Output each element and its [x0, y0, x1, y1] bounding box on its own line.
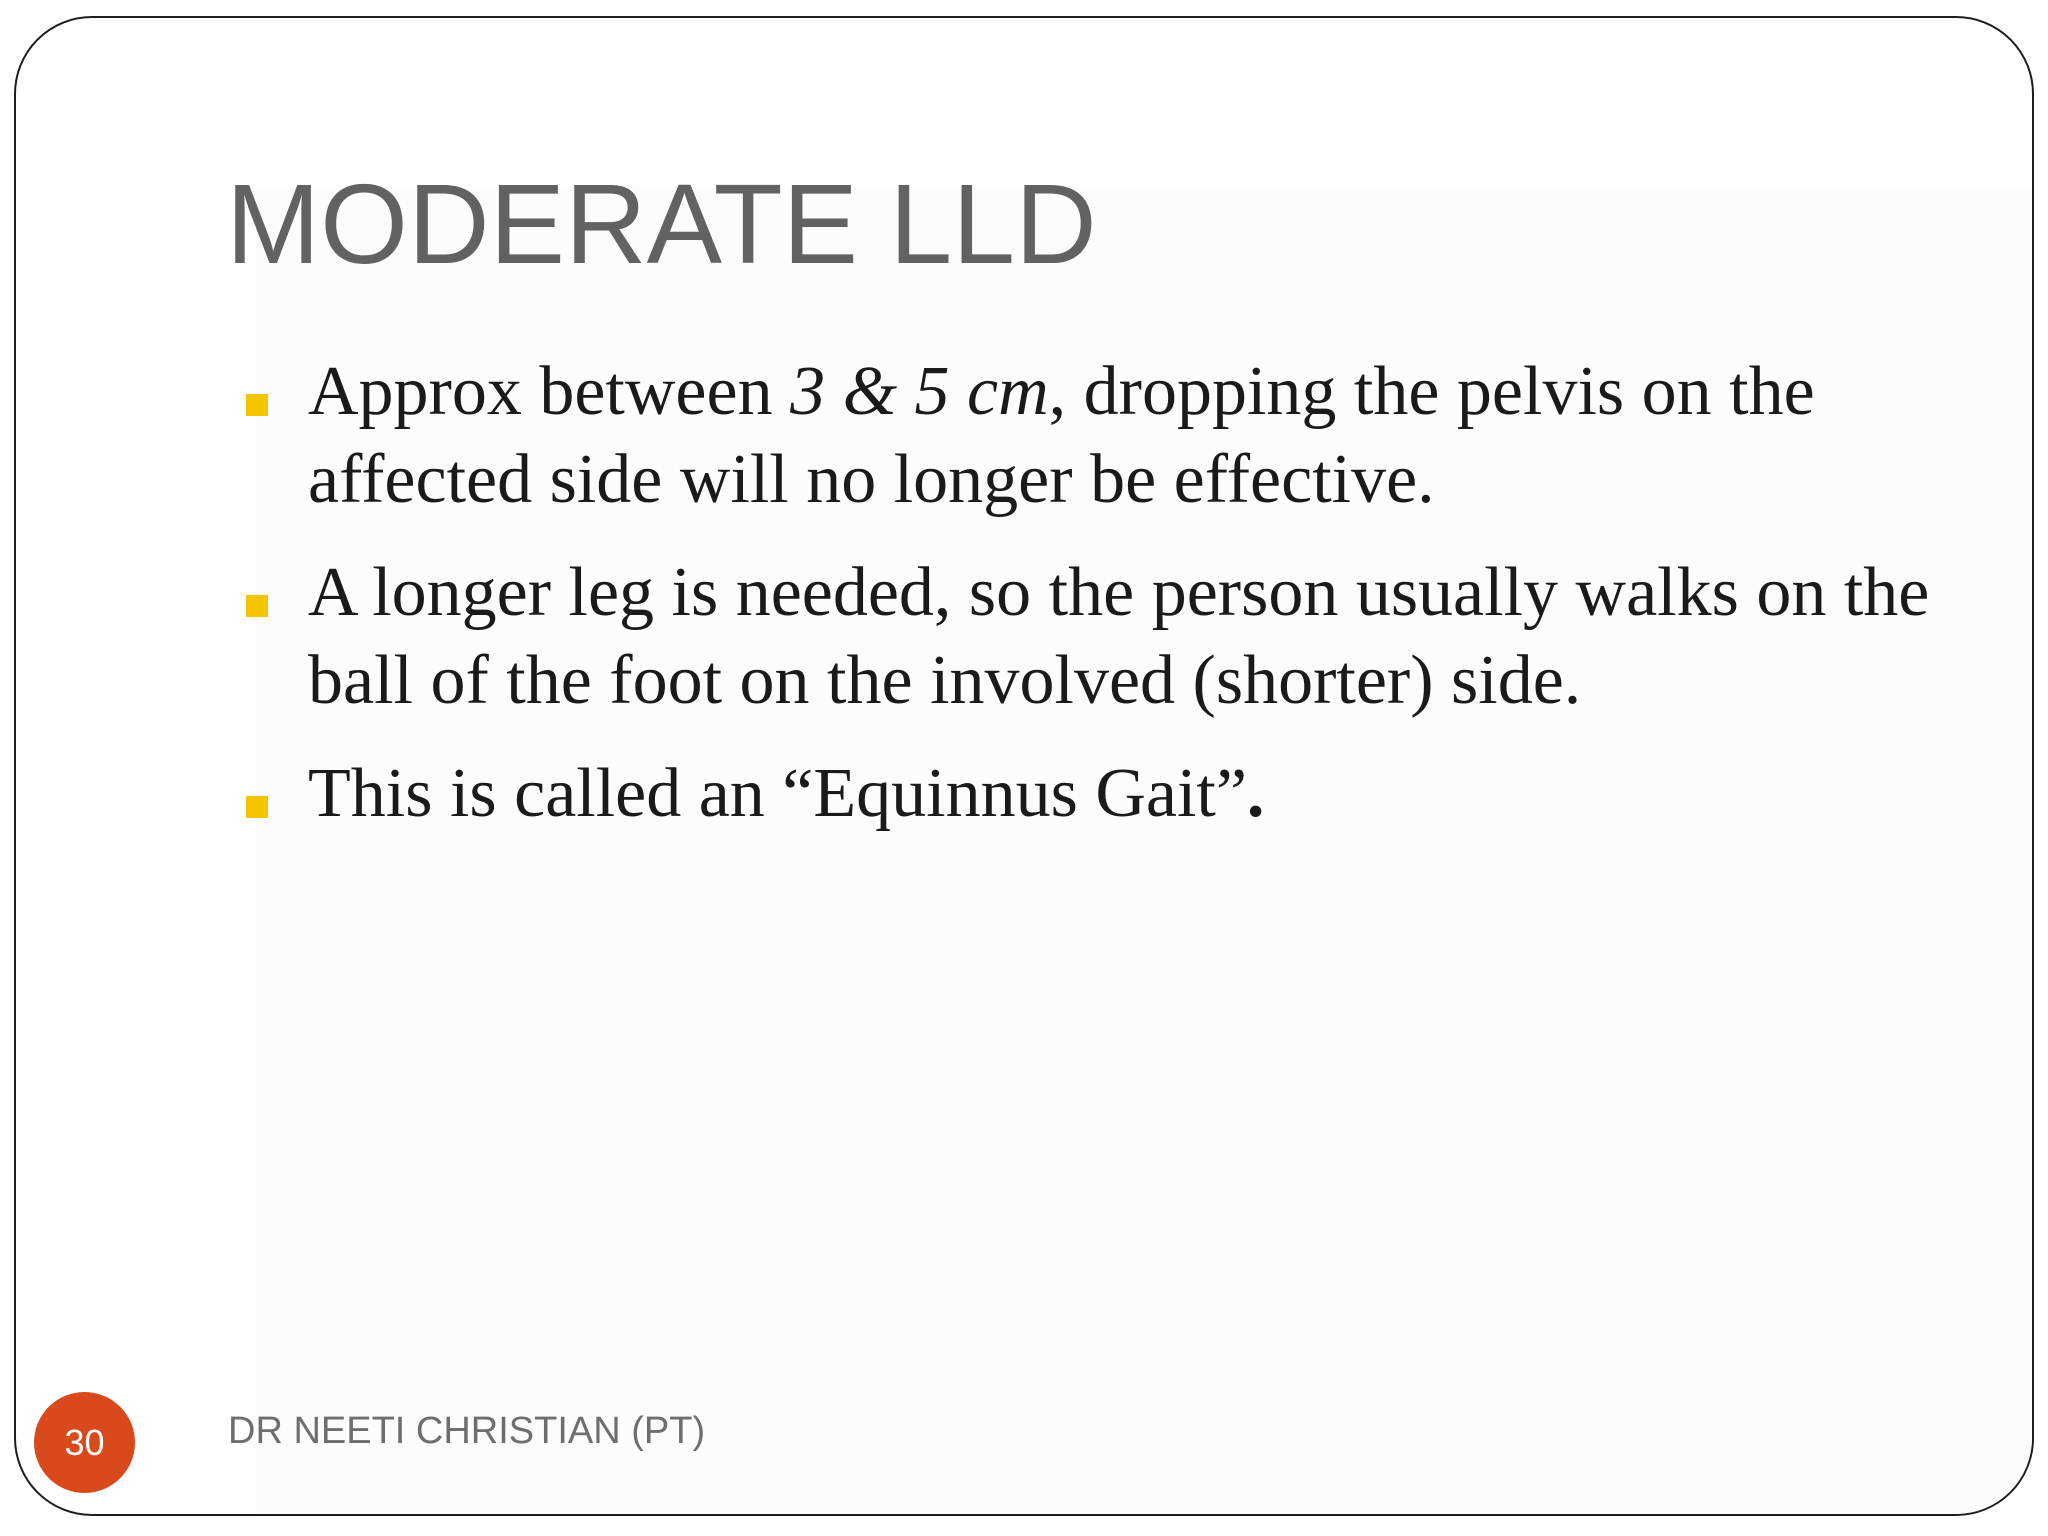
bullet-text: A longer leg is needed, so the person usually walks on the ball of the foot on the involved (shorter) side.: [308, 554, 1930, 719]
square-bullet-icon: [246, 595, 268, 617]
bullet-text: This is called an “Equinnus Gait”.: [308, 755, 1265, 832]
measurement-range: 3 & 5 cm: [790, 353, 1049, 430]
bullet-item: [226, 549, 1966, 725]
bullet-text: Approx between 3 & 5 cm, dropping the pelvis on the affected side will no longer be effective.: [308, 353, 1815, 518]
bullet-item: [226, 348, 1966, 524]
square-bullet-icon: [246, 394, 268, 416]
footer-author: DR NEETI CHRISTIAN (PT): [228, 1410, 706, 1452]
bullet-list: [226, 348, 1966, 863]
bullet-item: [226, 750, 1966, 838]
square-bullet-icon: [246, 796, 268, 818]
page-number-badge: 30: [34, 1392, 135, 1493]
slide: [14, 16, 2034, 1516]
slide-title: MODERATE LLD: [226, 161, 1097, 287]
